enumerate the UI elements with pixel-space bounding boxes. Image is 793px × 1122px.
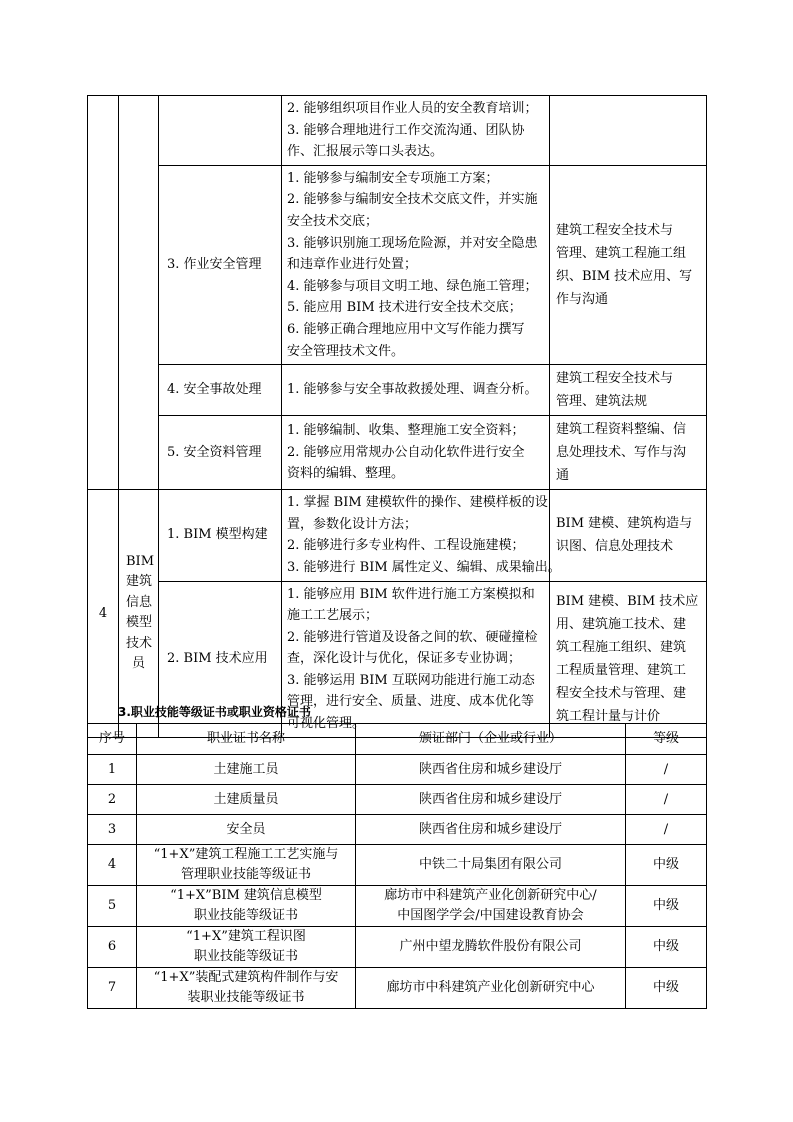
table-row [88,845,707,886]
cert-department [356,815,626,845]
content-cell [282,365,550,416]
content-line: 2. 能够组织项目作业人员的安全教育培训； [287,101,538,116]
course-line: 用、建筑施工技术、建 [556,617,687,633]
cert-name [137,785,356,815]
cert-dept-line: 陕西省住房和城乡建设厅 [418,791,562,807]
content-line: 查，深化设计与优化，保证多专业协调； [287,651,522,667]
cert-number: 7 [88,968,137,1009]
table-row [88,755,707,785]
cert-level: / [626,785,707,815]
cert-department [356,927,626,968]
table-header-row [88,724,707,755]
cert-dept-line: 陕西省住房和城乡建设厅 [418,821,562,837]
cert-number: 2 [88,785,137,815]
ability-cell: 5. 安全资料管理 [159,416,282,490]
content-line: 施工工艺展示； [287,608,379,624]
role-line: 信息 [126,594,153,610]
cert-dept-line: 广州中望龙腾软件股份有限公司 [399,939,582,954]
content-line: 1. 能够参与安全事故救援处理、调查分析。 [287,382,538,398]
role-line: 员 [131,656,145,672]
cert-name [137,755,356,785]
table-row [88,815,707,845]
content-line: 2. 能够进行管道及设备之间的软、硬碰撞检 [287,629,538,645]
courses-cell [550,365,707,416]
table-row [88,785,707,815]
course-line: BIM 建模、BIM 技术应 [556,594,699,610]
course-line: 识图、信息处理技术 [556,539,674,555]
cert-name [137,815,356,845]
cert-name [137,927,356,968]
content-line: 2. 能够参与编制安全技术交底文件，并实施 [287,192,538,208]
cert-name [137,845,356,886]
content-line: 2. 能够进行多专业构件、工程设施建模； [287,538,525,554]
course-line: 筑工程施工组织、建筑 [556,640,687,656]
cert-level: 中级 [626,886,707,927]
table-row [88,490,707,581]
cert-name-line: “1+X”BIM 建筑信息模型 [170,888,322,903]
column-header: 序号 [88,724,137,755]
cert-level: 中级 [626,927,707,968]
content-line: 3. 能够识别施工现场危险源，并对安全隐患 [287,235,538,251]
cert-name-line: 土建施工员 [213,761,279,777]
content-line: 作、汇报展示等口头表达。 [287,144,444,160]
cert-level: / [626,815,707,845]
cert-name-line: “1+X”建筑工程施工工艺实施与 [153,847,339,862]
courses-cell [550,96,707,166]
content-line: 置，参数化设计方法； [287,516,418,532]
role-line: 模型 [126,615,153,631]
course-line: 程安全技术与管理、建 [556,686,687,702]
course-line: 筑工程计量与计价 [556,709,661,725]
course-line: 建筑工程资料整编、信 [556,422,687,438]
course-line: 作与沟通 [556,291,609,307]
table-row [88,165,707,364]
table-row [88,416,707,490]
role-cell [119,96,159,490]
cert-name-line: 土建质量员 [213,791,279,807]
number-cell: 4 [88,490,119,738]
cert-name-line: 安全员 [226,821,266,837]
content-line: 管理，进行安全、质量、进度、成本优化等 [287,694,535,710]
course-line: BIM 建模、建筑构造与 [556,516,693,532]
content-line: 1. 能够应用 BIM 软件进行施工方案模拟和 [287,586,535,602]
content-line: 安全管理技术文件。 [287,343,405,359]
cert-dept-line: 中国图学学会/中国建设教育协会 [397,908,584,923]
courses-cell [550,165,707,364]
courses-cell [550,416,707,490]
content-cell [282,416,550,490]
cert-name-line: 职业技能等级证书 [193,949,298,964]
content-line: 1. 能够编制、收集、整理施工安全资料； [287,423,525,439]
course-line: 通 [556,468,570,484]
cert-name-line: “1+X”装配式建筑构件制作与安 [153,970,339,985]
content-line: 4. 能够参与项目文明工地、绿色施工管理； [287,278,538,294]
cert-dept-line: 廊坊市中科建筑产业化创新研究中心/ [384,888,597,903]
content-line: 5. 能应用 BIM 技术进行安全技术交底； [287,300,522,316]
column-header: 职业证书名称 [137,724,356,755]
content-line: 1. 能够参与编制安全专项施工方案； [287,170,499,186]
content-line: 资料的编辑、整理。 [287,466,405,482]
role-cell [119,490,159,738]
content-line: 和违章作业进行处置； [287,257,418,273]
cert-department [356,886,626,927]
ability-cell: 2. BIM 技术应用 [159,581,282,737]
cert-number: 5 [88,886,137,927]
section-heading: 3.职业技能等级证书或职业资格证书 [118,705,311,719]
courses-cell [550,490,707,581]
course-line: 息处理技术、写作与沟 [556,445,687,461]
table-row [88,927,707,968]
ability-cell: 3. 作业安全管理 [159,165,282,364]
cert-dept-line: 廊坊市中科建筑产业化创新研究中心 [386,980,595,995]
content-line: 可视化管理。 [287,716,366,732]
cert-name-line: “1+X”建筑工程识图 [186,929,306,944]
cert-dept-line: 中铁二十局集团有限公司 [418,857,562,872]
table-row [88,365,707,416]
ability-cell: 4. 安全事故处理 [159,365,282,416]
course-line: 建筑工程安全技术与 [556,371,674,387]
courses-cell [550,581,707,737]
cert-name [137,886,356,927]
certificate-table [87,723,707,1009]
ability-cell: 1. BIM 模型构建 [159,490,282,581]
role-line: 建筑 [126,574,153,590]
content-cell [282,581,550,737]
cert-name-line: 装职业技能等级证书 [187,990,305,1005]
content-cell [282,96,550,166]
cert-department [356,845,626,886]
content-line: 2. 能够应用常规办公自动化软件进行安全 [287,444,525,460]
cert-name [137,968,356,1009]
role-line: 技术 [126,635,153,651]
table-row [88,886,707,927]
column-header: 颁证部门（企业或行业） [356,724,626,755]
content-line: 3. 能够进行 BIM 属性定义、编辑、成果输出。 [287,559,561,575]
number-cell [88,96,119,490]
job-skills-table [87,95,707,738]
cert-dept-line: 陕西省住房和城乡建设厅 [418,761,562,777]
content-cell [282,165,550,364]
content-cell [282,490,561,581]
content-line: 6. 能够正确合理地应用中文写作能力撰写 [287,321,525,337]
cert-number: 4 [88,845,137,886]
cert-number: 6 [88,927,137,968]
cert-department [356,755,626,785]
cert-number: 3 [88,815,137,845]
course-line: 管理、建筑法规 [556,394,648,410]
column-header: 等级 [626,724,707,755]
course-line: 管理、建筑工程施工组 [556,245,687,261]
content-line: 3. 能够运用 BIM 互联网功能进行施工动态 [287,672,535,688]
content-line: 3. 能够合理地进行工作交流沟通、团队协 [287,122,525,138]
table-row [88,96,707,166]
content-line: 安全技术交底； [287,213,379,229]
cert-name-line: 管理职业技能等级证书 [180,867,311,882]
cert-level: 中级 [626,845,707,886]
cert-department [356,968,626,1009]
course-line: 工程质量管理、建筑工 [556,663,687,679]
cert-department [356,785,626,815]
cert-level: 中级 [626,968,707,1009]
role-line: BIM [126,553,154,569]
cert-name-line: 职业技能等级证书 [193,908,298,923]
table-row [88,968,707,1009]
content-line: 1. 掌握 BIM 建模软件的操作、建模样板的设 [287,495,548,511]
ability-cell [159,96,282,166]
course-line: 建筑工程安全技术与 [556,222,674,238]
cert-number: 1 [88,755,137,785]
course-line: 织、BIM 技术应用、写 [556,268,693,284]
cert-level: / [626,755,707,785]
